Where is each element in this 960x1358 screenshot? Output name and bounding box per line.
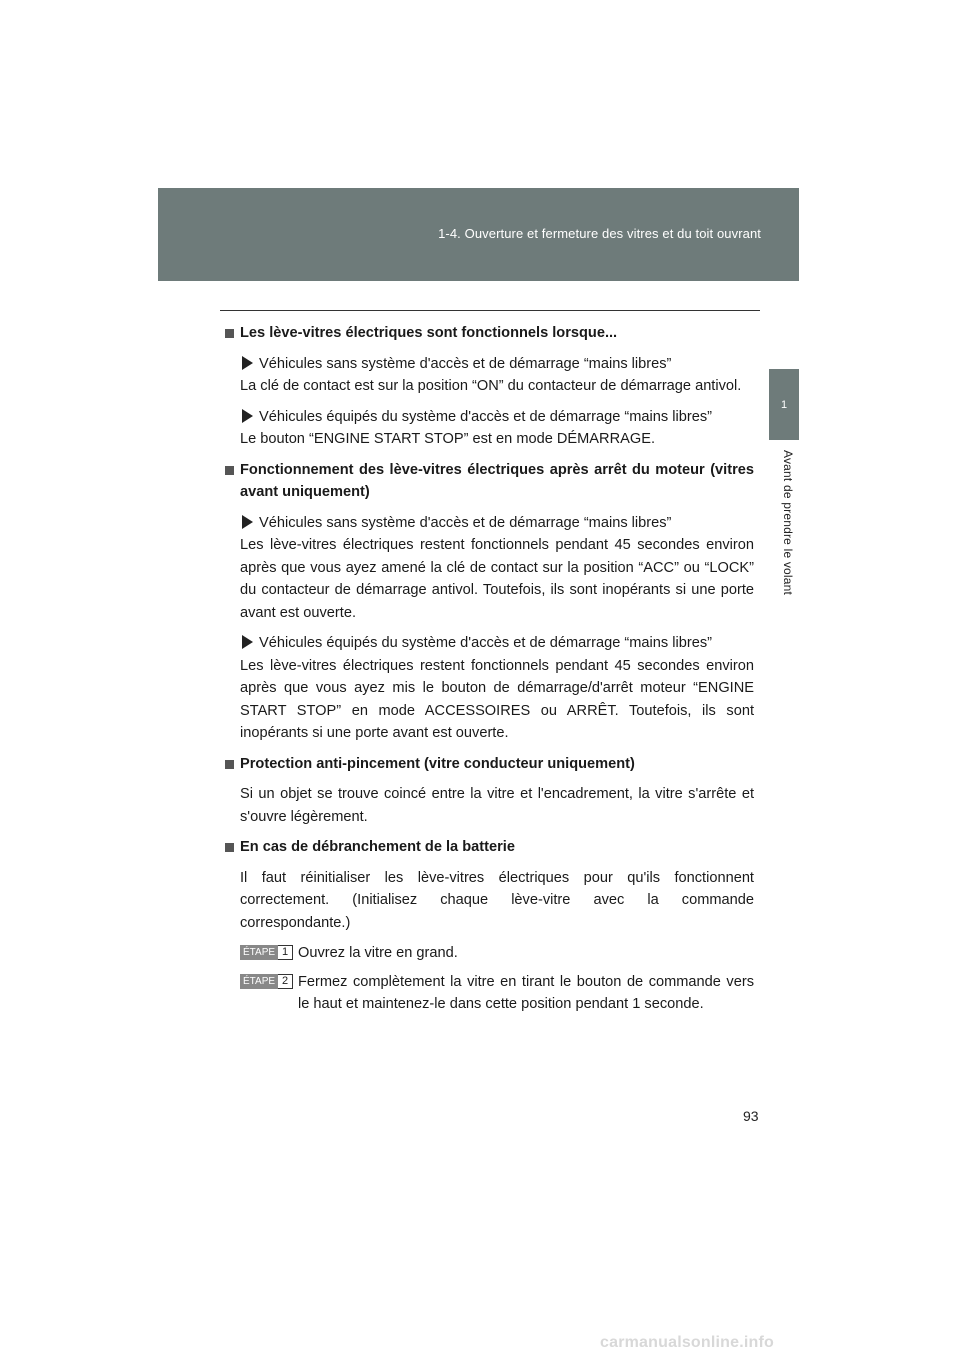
sub-text: Les lève-vitres électriques restent fonctionnels pendant 45 secondes environ après que vous ayez amené la clé de contact sur la position “ACC” ou “LOCK” du contacteur de démarrage antivol. Toutefois, ils sont inopérants si une porte avant est ouverte. <box>240 537 754 621</box>
section-heading: Fonctionnement des lève-vitres électriques après arrêt du moteur (vitres avant uniquement) <box>240 459 754 504</box>
step-item <box>240 942 754 965</box>
sub-item: Véhicules sans système d'accès et de démarrage “mains libres” La clé de contact est sur la position “ON” du contacteur de démarrage antivol. <box>240 353 754 398</box>
watermark: carmanualsonline.info <box>600 1334 775 1351</box>
arrow-right-icon <box>242 409 253 423</box>
step-badge: ÉTAPE 2 <box>240 974 293 989</box>
section-heading: Protection anti-pincement (vitre conducteur uniquement) <box>240 753 754 776</box>
chapter-label: Avant de prendre le volant <box>781 450 795 596</box>
step-badge: ÉTAPE 1 <box>240 945 293 960</box>
arrow-right-icon <box>242 515 253 529</box>
sub-item: Véhicules équipés du système d'accès et de démarrage “mains libres” Le bouton “ENGINE START STOP” est en mode DÉMARRAGE. <box>240 406 754 451</box>
page-content <box>240 322 754 1022</box>
square-bullet-icon <box>225 760 234 769</box>
step-text: Fermez complètement la vitre en tirant le bouton de commande vers le haut et maintenez-le dans cette position pendant 1 seconde. <box>298 973 754 1012</box>
section-heading: Les lève-vitres électriques sont fonctionnels lorsque... <box>240 322 754 345</box>
square-bullet-icon <box>225 329 234 338</box>
divider <box>220 310 760 311</box>
page-number: 93 <box>743 1108 759 1124</box>
section-text: Si un objet se trouve coincé entre la vitre et l'encadrement, la vitre s'arrête et s'ouvre légèrement. <box>240 786 754 825</box>
chapter-tab <box>769 369 799 440</box>
sub-text: Les lève-vitres électriques restent fonctionnels pendant 45 secondes environ après que vous ayez mis le bouton de démarrage/d'arrêt moteur “ENGINE START STOP” en mode ACCESSOIRES ou ARRÊT. Toutefois, ils sont inopérants si une porte avant est ouverte. <box>240 657 754 741</box>
square-bullet-icon <box>225 466 234 475</box>
section-text: Il faut réinitialiser les lève-vitres électriques pour qu'ils fonctionnent correctement. (Initialisez chaque lève-vitre avec la commande correspondante.) <box>240 869 754 931</box>
section-header <box>158 188 799 281</box>
sub-text: Le bouton “ENGINE START STOP” est en mode DÉMARRAGE. <box>240 431 655 447</box>
sub-item: Véhicules équipés du système d'accès et de démarrage “mains libres” Les lève-vitres électriques restent fonctionnels pendant 45 secondes environ après que vous ayez mis le bouton de démarrage/d'arrêt moteur “ENGINE START STOP” en mode ACCESSOIRES ou ARRÊT. Toutefois, ils sont inopérants si une porte avant est ouverte. <box>240 632 754 745</box>
section-title: 1-4. Ouverture et fermeture des vitres et du toit ouvrant <box>438 226 761 241</box>
step-item <box>240 971 754 1016</box>
arrow-right-icon <box>242 356 253 370</box>
square-bullet-icon <box>225 843 234 852</box>
section-heading: En cas de débranchement de la batterie <box>240 836 754 859</box>
arrow-right-icon <box>242 635 253 649</box>
chapter-number: 1 <box>780 398 788 411</box>
sub-text: La clé de contact est sur la position “ON” du contacteur de démarrage antivol. <box>240 378 742 394</box>
step-text: Ouvrez la vitre en grand. <box>298 945 458 961</box>
sub-item: Véhicules sans système d'accès et de démarrage “mains libres” Les lève-vitres électriques restent fonctionnels pendant 45 secondes environ après que vous ayez amené la clé de contact sur la position “ACC” ou “LOCK” du contacteur de démarrage antivol. Toutefois, ils sont inopérants si une porte avant est ouverte. <box>240 512 754 625</box>
